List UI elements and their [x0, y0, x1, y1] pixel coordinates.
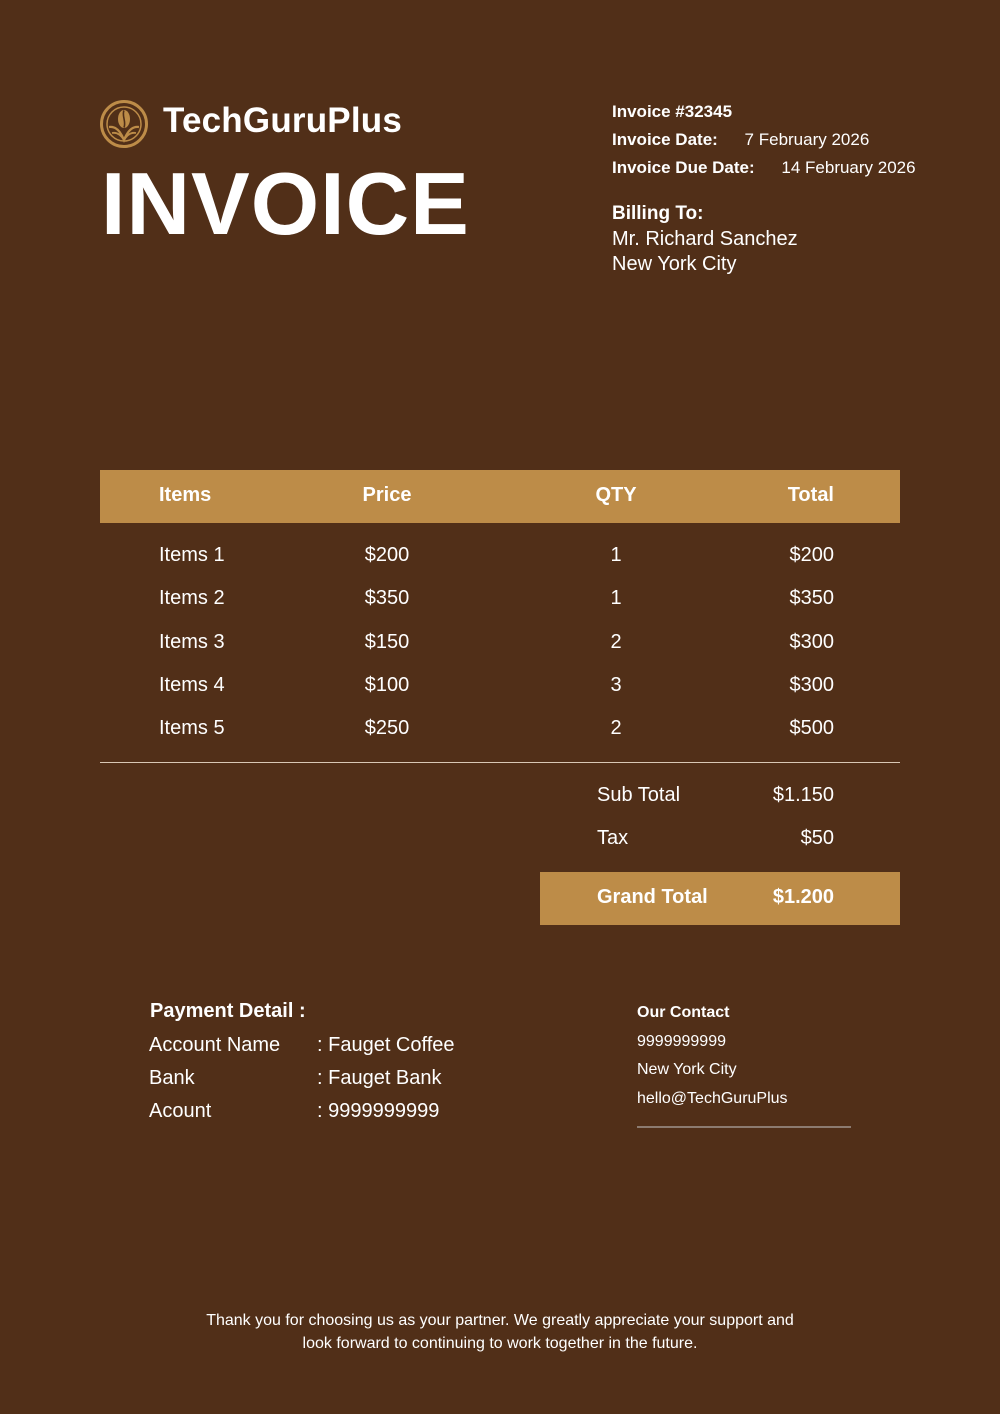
item-price: $100 — [364, 674, 410, 696]
brand-name: TechGuruPlus — [163, 101, 403, 140]
item-qty: 1 — [610, 544, 622, 566]
subtotal-label: Sub Total — [597, 784, 681, 806]
item-price: $350 — [364, 587, 410, 609]
grand-total-label: Grand Total — [597, 886, 708, 908]
invoice-due-value: 14 February 2026 — [781, 158, 916, 177]
billing-label: Billing To: — [612, 203, 704, 224]
tax-value: $50 — [800, 827, 834, 849]
item-qty: 1 — [610, 587, 622, 609]
tax-label: Tax — [597, 827, 629, 849]
item-name: Items 4 — [159, 674, 225, 696]
item-name: Items 5 — [159, 717, 225, 739]
item-total: $500 — [789, 717, 834, 739]
header-qty: QTY — [595, 484, 637, 506]
billing-city: New York City — [612, 253, 737, 275]
item-qty: 2 — [610, 631, 622, 653]
header-total: Total — [787, 484, 834, 506]
contact-email: hello@TechGuruPlus — [637, 1089, 788, 1107]
contact-divider — [637, 1126, 851, 1128]
footer-line-2: look forward to continuing to work together in the future. — [302, 1335, 698, 1352]
item-qty: 3 — [610, 674, 622, 696]
payment-value-bank: : Fauget Bank — [317, 1067, 442, 1089]
coffee-bean-logo-icon — [100, 100, 148, 148]
grand-total-value: $1.200 — [772, 886, 834, 908]
payment-value-account: : 9999999999 — [317, 1100, 440, 1122]
header-items: Items — [159, 484, 212, 506]
payment-detail-title: Payment Detail : — [150, 1000, 306, 1022]
billing-to — [612, 201, 798, 277]
contact-block — [637, 999, 788, 1113]
payment-label-account-name: Account Name — [149, 1034, 281, 1056]
invoice-meta — [612, 98, 916, 182]
contact-city: New York City — [637, 1061, 737, 1078]
invoice-number: Invoice #32345 — [612, 102, 733, 121]
item-total: $300 — [789, 674, 834, 696]
item-price: $200 — [364, 544, 410, 566]
invoice-date-value: 7 February 2026 — [744, 130, 870, 149]
invoice-due-label: Invoice Due Date: — [612, 158, 755, 177]
item-total: $300 — [789, 631, 834, 653]
payment-value-account-name: : Fauget Coffee — [317, 1034, 455, 1056]
payment-label-account: Acount — [149, 1100, 212, 1122]
footer-line-1: Thank you for choosing us as your partner. We greatly appreciate your support and — [206, 1312, 794, 1329]
item-name: Items 1 — [159, 544, 225, 566]
item-price: $250 — [364, 717, 410, 739]
item-price: $150 — [364, 631, 410, 653]
contact-title: Our Contact — [637, 1004, 730, 1021]
grand-total-bar — [540, 872, 900, 925]
item-name: Items 3 — [159, 631, 225, 653]
header-price: Price — [362, 484, 412, 506]
table-divider — [100, 762, 900, 763]
subtotal-value: $1.150 — [772, 784, 834, 806]
item-total: $350 — [789, 587, 834, 609]
footer-note — [150, 1309, 850, 1355]
contact-phone: 9999999999 — [637, 1032, 726, 1050]
item-total: $200 — [789, 544, 834, 566]
invoice-date-label: Invoice Date: — [612, 130, 718, 149]
payment-label-bank: Bank — [149, 1067, 195, 1089]
item-qty: 2 — [610, 717, 622, 739]
item-name: Items 2 — [159, 587, 225, 609]
billing-name: Mr. Richard Sanchez — [612, 228, 798, 250]
document-title: INVOICE — [101, 154, 470, 253]
